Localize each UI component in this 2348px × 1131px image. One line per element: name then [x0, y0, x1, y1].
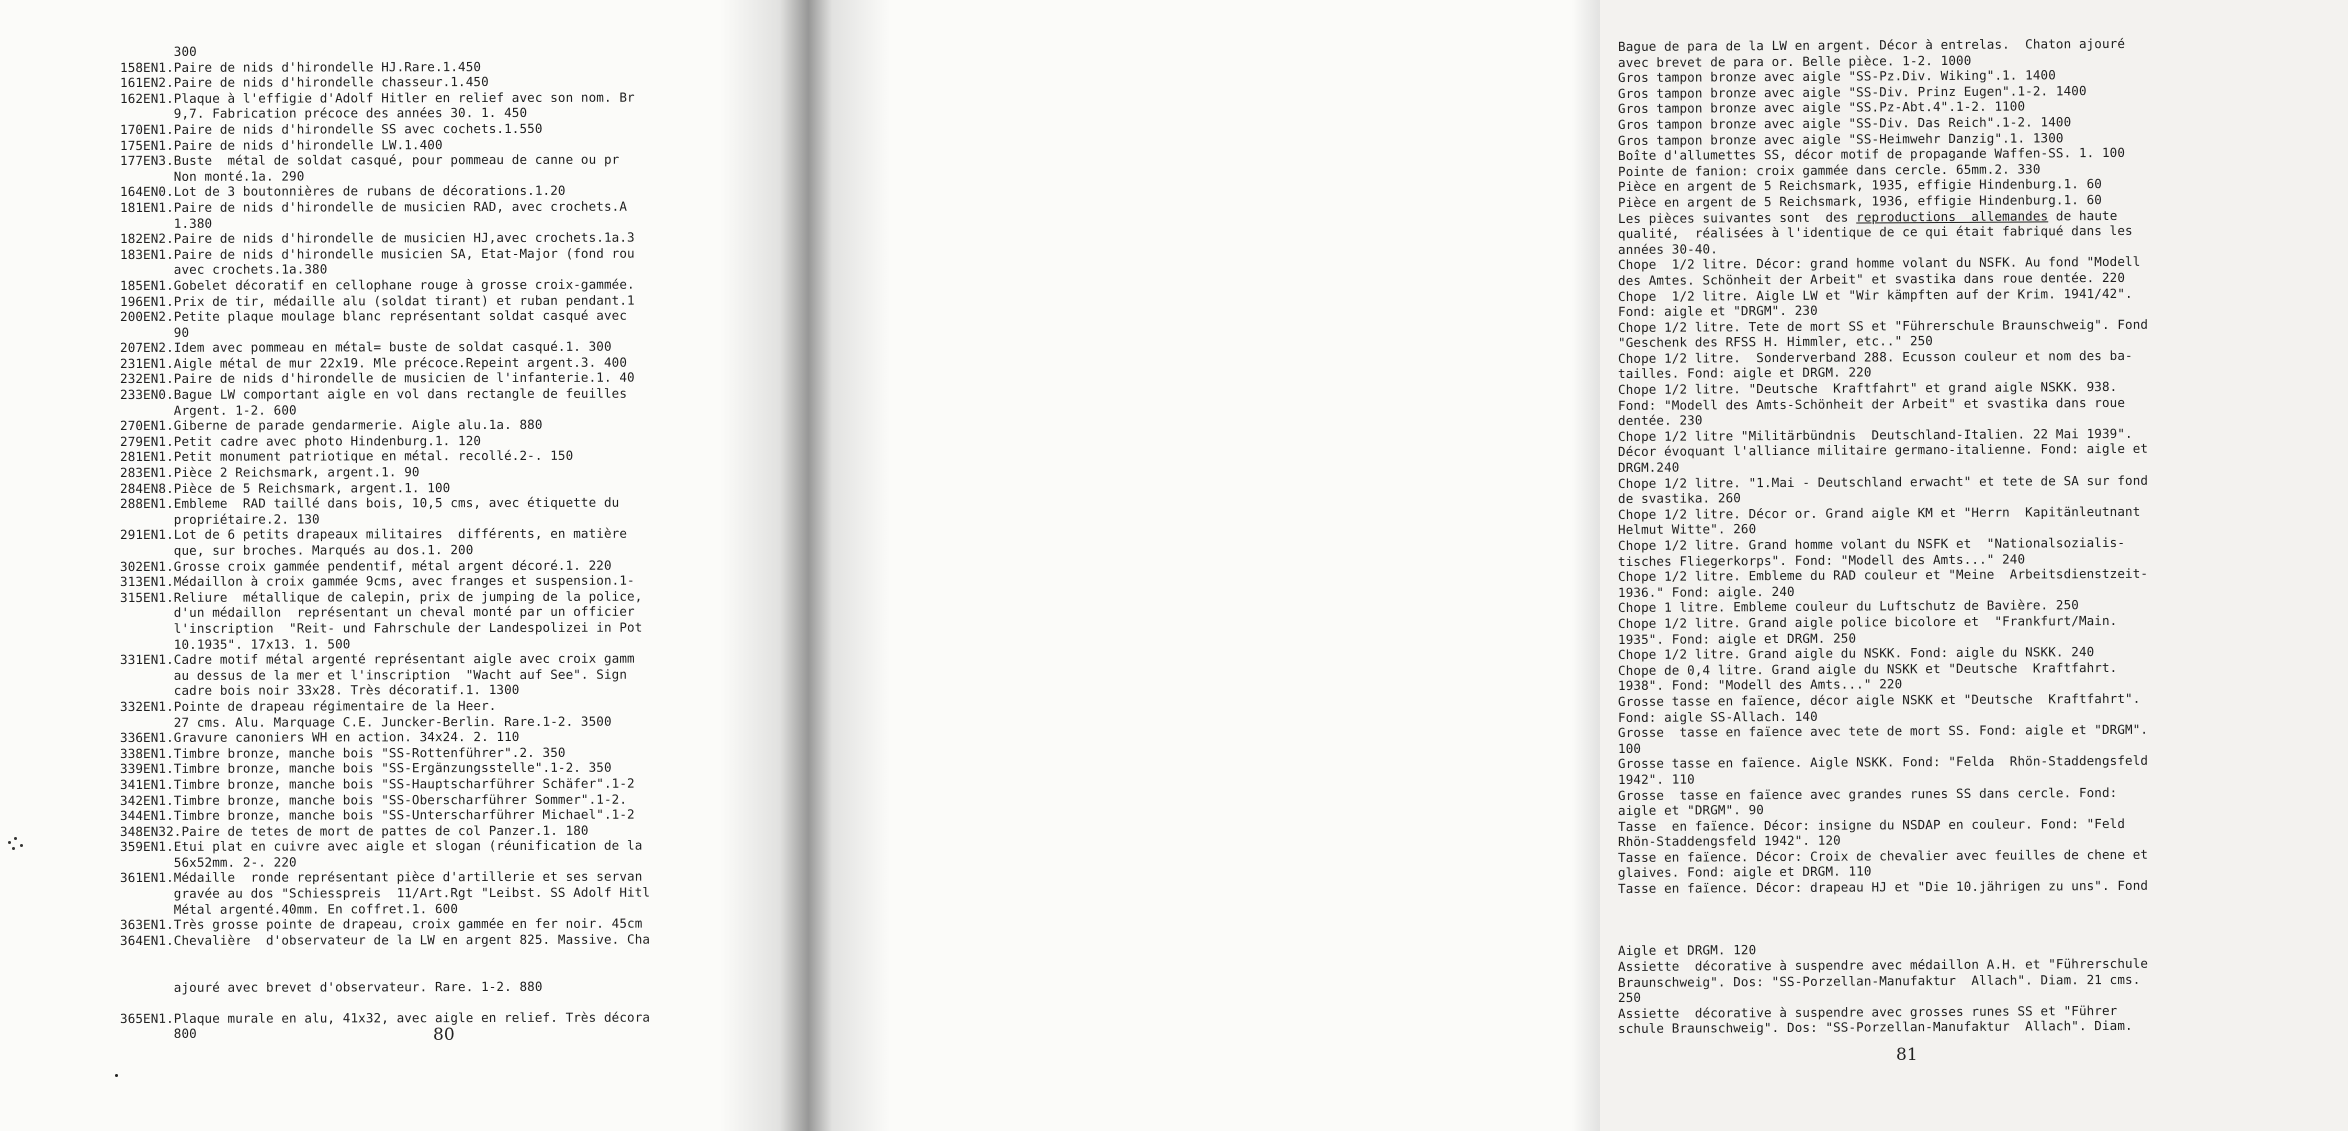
catalogue-line: 170EN1.Paire de nids d'hirondelle SS avec cochets.1.550 [119, 120, 543, 137]
right-page-lines [1617, 35, 2348, 1037]
catalogue-line: 90 [119, 324, 190, 340]
catalogue-line: ajouré avec brevet d'observateur. Rare. 1-2. 880 [119, 978, 543, 995]
catalogue-line: 332EN1.Pointe de drapeau régimentaire de la Heer. [119, 697, 497, 714]
catalogue-line: 185EN1.Gobelet décoratif en cellophane rouge à grosse croix-gammée. [119, 276, 635, 293]
catalogue-line: années 30-40. [1617, 241, 1718, 257]
catalogue-line: 1936." Fond: aigle. 240 [1617, 583, 1795, 600]
catalogue-line: Grosse tasse en faïence, décor aigle NSKK et "Deutsche Kraftfahrt". [1617, 690, 2141, 709]
ink-speck [20, 844, 23, 847]
catalogue-line: Décor évoquant l'alliance militaire germano-italienne. Fond: aigle et [1617, 441, 2149, 460]
catalogue-line: 341EN1.Timbre bronze, manche bois "SS-Hauptscharführer Schäfer".1-2 [119, 775, 635, 792]
catalogue-line: Fond: aigle et "DRGM". 230 [1617, 302, 1818, 320]
catalogue-line: 800 [119, 1026, 197, 1042]
catalogue-line: 1.380 [119, 215, 213, 231]
catalogue-line [120, 947, 770, 964]
catalogue-line: 231EN1.Aigle métal de mur 22x19. Mle précoce.Repeint argent.3. 400 [119, 354, 628, 371]
catalogue-line: 175EN1.Paire de nids d'hirondelle LW.1.400 [119, 136, 443, 153]
catalogue-line: DRGM.240 [1617, 459, 1680, 476]
catalogue-line: Helmut Witte". 260 [1617, 521, 1757, 538]
catalogue-line [120, 994, 770, 1011]
catalogue-line: de svastika. 260 [1617, 490, 1741, 507]
catalogue-line: Gros tampon bronze avec aigle "SS-Div. Prinz Eugen".1-2. 1400 [1617, 82, 2087, 101]
catalogue-line: "Geschenk des RFSS H. Himmler, etc.." 250 [1617, 333, 1934, 351]
catalogue-line: schule Braunschweig". Dos: "SS-Porzellan-Manufaktur Allach". Diam. [1617, 1018, 2133, 1037]
catalogue-line: Non monté.1a. 290 [119, 168, 305, 184]
catalogue-line: Métal argenté.40mm. En coffret.1. 600 [119, 900, 459, 917]
catalogue-line: 300 [119, 43, 197, 59]
catalogue-line: 359EN1.Etui plat en cuivre avec aigle et slogan (réunification de la [119, 837, 643, 855]
page-edge-shadow [1572, 0, 1600, 1131]
catalogue-line: 342EN1.Timbre bronze, manche bois "SS-Oberscharführer Sommer".1-2. [119, 791, 628, 808]
catalogue-line: 158EN1.Paire de nids d'hirondelle HJ.Rare.1.450 [119, 58, 482, 75]
catalogue-line: avec crochets.1a.380 [119, 261, 328, 278]
catalogue-line: 361EN1.Médaille ronde représentant pièce d'artillerie et ses servan [119, 869, 643, 886]
catalogue-line: avec brevet de para or. Belle pièce. 1-2. 1000 [1617, 52, 1972, 70]
catalogue-line: Aigle et DRGM. 120 [1617, 942, 1757, 959]
ink-speck [8, 841, 11, 844]
ink-speck [115, 1074, 118, 1077]
catalogue-line: au dessus de la mer et l'inscription "Wacht auf See". Sign [119, 666, 628, 683]
catalogue-line: 270EN1.Giberne de parade gendarmerie. Aigle alu.1a. 880 [119, 417, 543, 434]
catalogue-line: 9,7. Fabrication précoce des années 30. 1. 450 [119, 105, 528, 122]
catalogue-line: Braunschweig". Dos: "SS-Porzellan-Manufaktur Allach". Diam. 21 cms. [1617, 971, 2141, 990]
underlined-phrase: reproductions allemandes [1856, 207, 2049, 225]
catalogue-line: 100 [1617, 740, 1642, 756]
ink-speck [12, 847, 15, 850]
catalogue-line: 348EN32.Paire de tetes de mort de pattes de col Panzer.1. 180 [119, 822, 589, 839]
catalogue-line: 183EN1.Paire de nids d'hirondelle musicien SA, Etat-Major (fond rou [119, 245, 635, 262]
catalogue-line: Pièce en argent de 5 Reichsmark, 1935, effigie Hindenburg.1. 60 [1617, 176, 2103, 195]
catalogue-line: 162EN1.Plaque à l'effigie d'Adolf Hitler en relief avec son nom. Br [119, 89, 635, 106]
catalogue-line: Tasse en faïence. Décor: Croix de chevalier avec feuilles de chene et [1617, 846, 2149, 865]
catalogue-line: 344EN1.Timbre bronze, manche bois "SS-Unterscharführer Michael".1-2 [119, 806, 635, 824]
catalogue-line: 339EN1.Timbre bronze, manche bois "SS-Ergänzungsstelle".1-2. 350 [119, 760, 612, 777]
catalogue-line: d'un médaillon représentant un cheval monté par un officier [119, 604, 635, 621]
catalogue-line: que, sur broches. Marqués au dos.1. 200 [119, 542, 474, 558]
catalogue-line: aigle et "DRGM". 90 [1617, 802, 1765, 819]
catalogue-line: 10.1935". 17x13. 1. 500 [119, 635, 351, 652]
catalogue-line: Argent. 1-2. 600 [119, 402, 297, 418]
catalogue-line: Chope 1/2 litre. Embleme du RAD couleur et "Meine Arbeitsdienstzeit- [1617, 565, 2149, 585]
catalogue-line: Gros tampon bronze avec aigle "SS-Heimwehr Danzig".1. 1300 [1617, 129, 2064, 148]
catalogue-line: 27 cms. Alu. Marquage C.E. Juncker-Berlin. Rare.1-2. 3500 [119, 713, 612, 730]
catalogue-line: 284EN8.Pièce de 5 Reichsmark, argent.1. 100 [119, 479, 451, 496]
catalogue-line: Assiette décorative à suspendre avec médaillon A.H. et "Führerschule [1617, 955, 2149, 975]
catalogue-line: 56x52mm. 2-. 220 [119, 854, 297, 870]
catalogue-line: Grosse tasse en faïence avec grandes runes SS dans cercle. Fond: [1617, 784, 2118, 803]
right-page [790, 0, 2149, 1131]
catalogue-line: Rhön-Staddengsfeld 1942". 120 [1617, 832, 1841, 850]
catalogue-line: Tasse en faïence. Décor: insigne du NSDAP en couleur. Fond: "Feld [1617, 815, 2126, 834]
catalogue-line: 364EN1.Chevalière d'observateur de la LW en argent 825. Massive. Cha [119, 931, 651, 948]
right-page-number: 81 [1896, 1045, 1918, 1065]
catalogue-line: 279EN1.Petit cadre avec photo Hindenburg.1. 120 [119, 432, 482, 449]
catalogue-line: 331EN1.Cadre motif métal argenté représentant aigle avec croix gamm [119, 650, 635, 668]
catalogue-line: 181EN1.Paire de nids d'hirondelle de musicien RAD, avec crochets.A [119, 198, 628, 215]
catalogue-line: Chope de 0,4 litre. Grand aigle du NSKK et "Deutsche Kraftfahrt. [1617, 659, 2118, 678]
catalogue-line: Chope 1/2 litre. Sonderverband 288. Ecusson couleur et nom des ba- [1617, 347, 2133, 366]
catalogue-line: glaives. Fond: aigle et DRGM. 110 [1617, 863, 1872, 881]
catalogue-line: propriétaire.2. 130 [119, 511, 320, 527]
left-page-lines [120, 44, 770, 1042]
catalogue-line: 281EN1.Petit monument patriotique en métal. recollé.2-. 150 [119, 448, 574, 465]
catalogue-line: Chope 1/2 litre. Tete de mort SS et "Führerschule Braunschweig". Fond [1617, 316, 2149, 335]
catalogue-line: dentée. 230 [1617, 412, 1703, 429]
catalogue-line: gravée au dos "Schiesspreis 11/Art.Rgt "Leibst. SS Adolf Hitl [119, 884, 651, 902]
catalogue-line: 313EN1.Médaillon à croix gammée 9cms, avec franges et suspension.1- [119, 572, 635, 590]
catalogue-line: Pointe de fanion: croix gammée dans cercle. 65mm.2. 330 [1617, 161, 2041, 179]
catalogue-line: 315EN1.Reliure métallique de calepin, prix de jumping de la police, [119, 588, 643, 605]
catalogue-line: 232EN1.Paire de nids d'hirondelle de musicien de l'infanterie.1. 40 [119, 370, 635, 387]
catalogue-line: Chope 1/2 litre. Décor or. Grand aigle KM et "Herrn Kapitänleutnant [1617, 503, 2141, 522]
catalogue-line: 1938". Fond: "Modell des Amts..." 220 [1617, 676, 1903, 694]
catalogue-line: 250 [1617, 990, 1642, 1006]
catalogue-line: 182EN2.Paire de nids d'hirondelle de musicien HJ,avec crochets.1a.3 [119, 229, 635, 247]
catalogue-line: qualité, réalisées à l'identique de ce qui était fabriqué dans les [1617, 222, 2133, 242]
catalogue-line: Gros tampon bronze avec aigle "SS.Pz-Abt.4".1-2. 1100 [1617, 98, 2026, 117]
catalogue-line: Gros tampon bronze avec aigle "SS-Pz.Div. Wiking".1. 1400 [1617, 67, 2056, 86]
catalogue-line: Boîte d'allumettes SS, décor motif de propagande Waffen-SS. 1. 100 [1617, 145, 2126, 164]
catalogue-line: Bague de para de la LW en argent. Décor à entrelas. Chaton ajouré [1617, 35, 2126, 54]
ink-speck [14, 837, 17, 840]
catalogue-line: 302EN1.Grosse croix gammée pendentif, métal argent décoré.1. 220 [119, 557, 612, 574]
catalogue-line: 363EN1.Très grosse pointe de drapeau, croix gammée en fer noir. 45cm [119, 915, 643, 933]
catalogue-line: des Amtes. Schönheit der Arbeit" et svastika dans roue dentée. 220 [1617, 269, 2126, 288]
catalogue-line: 365EN1.Plaque murale en alu, 41x32, avec aigle en relief. Très décora [119, 1009, 651, 1026]
catalogue-line: Chope 1/2 litre "Militärbündnis Deutschland-Italien. 22 Mai 1939". [1617, 425, 2133, 444]
catalogue-line [120, 962, 770, 979]
catalogue-line: 288EN1.Embleme RAD taillé dans bois, 10,5 cms, avec étiquette du [119, 494, 620, 512]
catalogue-line: Chope 1 litre. Embleme couleur du Luftschutz de Bavière. 250 [1617, 597, 2079, 616]
catalogue-line: Tasse en faïence. Décor: drapeau HJ et "Die 10.jährigen zu uns". Fond [1617, 877, 2149, 897]
book-gutter-shadow [720, 0, 890, 1131]
catalogue-line: tisches Fliegerkorps". Fond: "Modell des Amts..." 240 [1617, 551, 2026, 569]
catalogue-line: 233EN0.Bague LW comportant aigle en vol dans rectangle de feuilles [119, 385, 628, 403]
catalogue-line: Chope 1/2 litre. "Deutsche Kraftfahrt" et grand aigle NSKK. 938. [1617, 379, 2118, 398]
catalogue-line: Chope 1/2 litre. Grand aigle police bicolore et "Frankfurt/Main. [1617, 612, 2118, 631]
catalogue-line: Les pièces suivantes sont des reproductions allemandes de haute [1617, 207, 2118, 226]
catalogue-line: Chope 1/2 litre. Grand homme volant du NSFK et "Nationalsozialis- [1617, 534, 2126, 553]
catalogue-line: Chope 1/2 litre. Décor: grand homme volant du NSFK. Au fond "Modell [1617, 254, 2141, 273]
catalogue-line: 164EN0.Lot de 3 boutonnières de rubans de décorations.1.20 [119, 183, 566, 200]
catalogue-line: Grosse tasse en faïence. Aigle NSKK. Fond: "Felda Rhön-Staddengsfeld [1617, 753, 2149, 772]
left-page [0, 0, 790, 1131]
catalogue-line: 161EN2.Paire de nids d'hirondelle chasseur.1.450 [119, 74, 489, 91]
catalogue-line: l'inscription "Reit- und Fahrschule der Landespolizei in Pot [119, 619, 643, 636]
catalogue-line: 207EN2.Idem avec pommeau en métal= buste de soldat casqué.1. 300 [119, 338, 612, 356]
catalogue-line: 1942". 110 [1617, 771, 1695, 787]
catalogue-line: 1935". Fond: aigle et DRGM. 250 [1617, 630, 1857, 647]
catalogue-line: 336EN1.Gravure canoniers WH en action. 34x24. 2. 110 [119, 729, 520, 746]
catalogue-line: 283EN1.Pièce 2 Reichsmark, argent.1. 90 [119, 464, 420, 481]
catalogue-line: Fond: "Modell des Amts-Schönheit der Arbeit" et svastika dans roue [1617, 394, 2126, 413]
catalogue-line: 177EN3.Buste métal de soldat casqué, pour pommeau de canne ou pr [119, 151, 620, 169]
catalogue-line: Grosse tasse en faïence avec tete de mort SS. Fond: aigle et "DRGM". [1617, 721, 2149, 741]
catalogue-line: Chope 1/2 litre. "1.Mai - Deutschland erwacht" et tete de SA sur fond [1617, 472, 2149, 491]
catalogue-line: 200EN2.Petite plaque moulage blanc représentant soldat casqué avec [119, 307, 628, 325]
catalogue-line: 338EN1.Timbre bronze, manche bois "SS-Rottenführer".2. 350 [119, 744, 566, 761]
catalogue-line: Fond: aigle SS-Allach. 140 [1617, 708, 1818, 725]
catalogue-line: Gros tampon bronze avec aigle "SS-Div. Das Reich".1-2. 1400 [1617, 114, 2072, 132]
catalogue-line: Chope 1/2 litre. Aigle LW et "Wir kämpften auf der Krim. 1941/42". [1617, 285, 2133, 304]
left-page-number: 80 [433, 1025, 455, 1045]
catalogue-line: 196EN1.Prix de tir, médaille alu (soldat tirant) et ruban pendant.1 [119, 292, 635, 309]
catalogue-line: tailles. Fond: aigle et DRGM. 220 [1617, 364, 1872, 382]
catalogue-line: Chope 1/2 litre. Grand aigle du NSKK. Fond: aigle du NSKK. 240 [1617, 644, 2095, 663]
catalogue-line: 291EN1.Lot de 6 petits drapeaux militaires différents, en matière [119, 526, 628, 543]
catalogue-line: Pièce en argent de 5 Reichsmark, 1936, effigie Hindenburg.1. 60 [1617, 191, 2103, 210]
catalogue-line: Assiette décorative à suspendre avec grosses runes SS et "Führer [1617, 1002, 2118, 1021]
catalogue-line: cadre bois noir 33x28. Très décoratif.1. 1300 [119, 682, 520, 699]
